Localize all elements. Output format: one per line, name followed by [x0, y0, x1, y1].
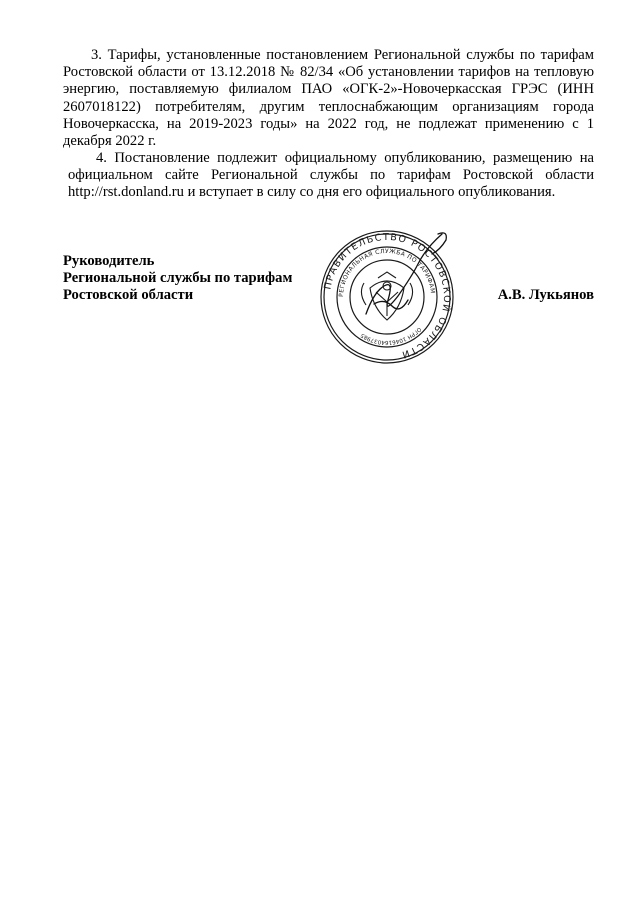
paragraph-4: 4. Постановление подлежит официальному опубликованию, размещению на официальном сайте Региональной службы по тарифам Ростовской области http://rst.donland.ru и вступает в силу со дня его официального опубликования. — [68, 150, 594, 201]
signatory-title-line-2: Региональной службы по тарифам — [63, 270, 293, 287]
signature-block — [63, 253, 292, 305]
signatory-title-line-3: Ростовской области — [63, 287, 194, 304]
seal-ogrn-text: ОГРН 1046164037985 — [359, 325, 422, 346]
seal-outer-text: ПРАВИТЕЛЬСТВО РОСТОВСКОЙ ОБЛАСТИ — [322, 231, 453, 361]
signer-name: А.В. Лукьянов — [497, 287, 594, 303]
paragraph-3: 3. Тарифы, установленные постановлением Региональной службы по тарифам Ростовской области от 13.12.2018 № 82/34 «Об установлении тарифов на тепловую энергию, поставляемую филиалом ПАО «ОГК-2»-Новочеркасская ГРЭС (ИНН 2607018122) потребителям, другим теплоснабжающим организациям города Новочеркасска, на 2019-2023 годы» на 2022 год, не подлежат применению с 1 декабря 2022 г. — [63, 47, 594, 150]
seal-inner-text: РЕГИОНАЛЬНАЯ СЛУЖБА ПО ТАРИФАМ — [337, 247, 436, 298]
official-seal-stamp — [318, 228, 456, 366]
coat-of-arms-emblem — [361, 272, 412, 320]
signatory-title-line-1: Руководитель — [63, 253, 155, 269]
